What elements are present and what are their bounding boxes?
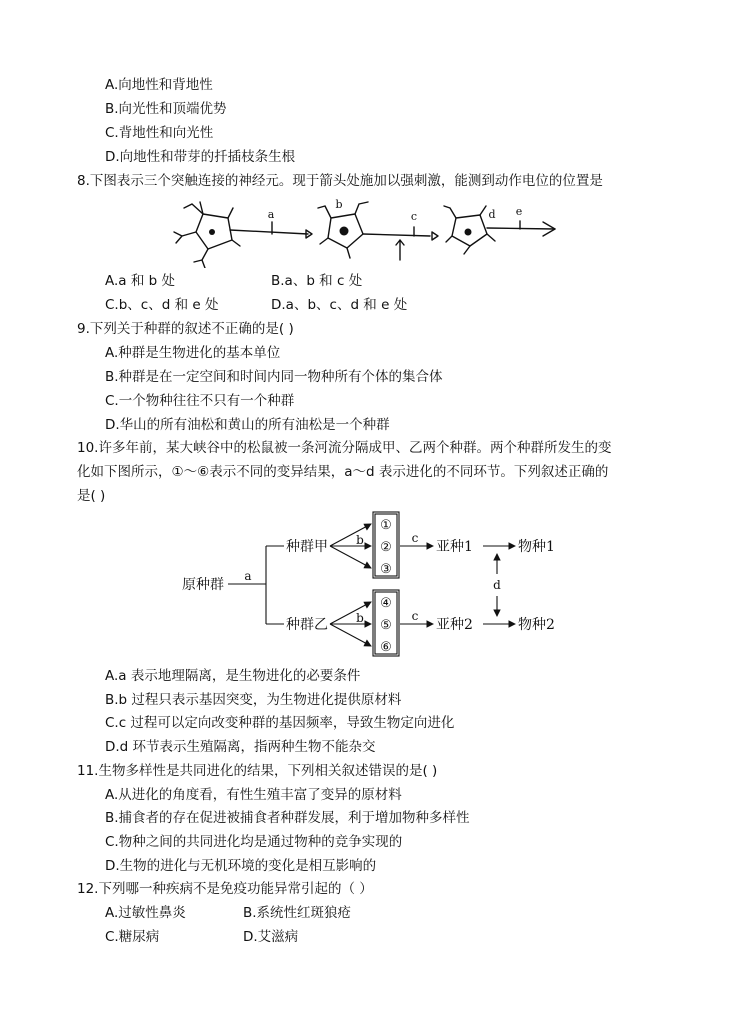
q11-option-c: C.物种之间的共同进化均是通过物种的竞争实现的 bbox=[105, 834, 403, 850]
q9-option-b: B.种群是在一定空间和时间内同一物种所有个体的集合体 bbox=[105, 369, 443, 385]
q10-option-d: D.d 环节表示生殖隔离，指两种生物不能杂交 bbox=[105, 739, 376, 755]
species-1: 物种1 bbox=[518, 539, 555, 555]
label-d: d bbox=[488, 208, 496, 221]
variant-2: ② bbox=[380, 540, 392, 555]
q10-option-c: C.c 过程可以定向改变种群的基因频率，导致生物定向进化 bbox=[105, 715, 455, 731]
q10-stem-line2: 化如下图所示，①～⑥表示不同的变异结果，a～d 表示进化的不同环节。下列叙述正确的 bbox=[77, 464, 609, 480]
q9-option-a: A.种群是生物进化的基本单位 bbox=[105, 345, 281, 361]
q8-option-c: C.b、c、d 和 e 处 bbox=[105, 297, 219, 313]
variant-3: ③ bbox=[380, 562, 392, 577]
q10-stem-line3: 是( ) bbox=[77, 488, 106, 504]
variant-1: ① bbox=[380, 518, 392, 533]
q8-option-a: A.a 和 b 处 bbox=[105, 273, 176, 289]
variant-6: ⑥ bbox=[380, 640, 392, 655]
evolution-diagram bbox=[178, 508, 578, 658]
q12-option-b: B.系统性红斑狼疮 bbox=[243, 905, 352, 921]
q11-option-a: A.从进化的角度看，有性生殖丰富了变异的原材料 bbox=[105, 787, 402, 803]
step-b-label-2: b bbox=[356, 611, 364, 625]
species-2: 物种2 bbox=[518, 617, 555, 633]
q7-option-a: A.向地性和背地性 bbox=[105, 77, 213, 93]
q8-option-d: D.a、b、c、d 和 e 处 bbox=[271, 297, 408, 313]
step-c-label-1: c bbox=[411, 531, 419, 545]
q10-option-a: A.a 表示地理隔离，是生物进化的必要条件 bbox=[105, 668, 361, 684]
label-e: e bbox=[515, 205, 523, 218]
q9-option-c: C.一个物种往往不只有一个种群 bbox=[105, 393, 295, 409]
q9-stem: 9.下列关于种群的叙述不正确的是( ) bbox=[77, 321, 294, 337]
subspecies-2: 亚种2 bbox=[436, 617, 473, 633]
q10-option-b: B.b 过程只表示基因突变，为生物进化提供原材料 bbox=[105, 692, 402, 708]
variant-4: ④ bbox=[380, 596, 392, 611]
q7-option-b: B.向光性和顶端优势 bbox=[105, 101, 227, 117]
q9-option-d: D.华山的所有油松和黄山的所有油松是一个种群 bbox=[105, 417, 390, 433]
variant-5: ⑤ bbox=[380, 618, 392, 633]
neuron-diagram bbox=[170, 196, 570, 268]
step-b-label-1: b bbox=[356, 533, 364, 547]
q8-option-b: B.a、b 和 c 处 bbox=[271, 273, 363, 289]
population-yi: 种群乙 bbox=[286, 617, 328, 633]
q8-stem: 8.下图表示三个突触连接的神经元。现于箭头处施加以强刺激，能测到动作电位的位置是 bbox=[77, 173, 603, 189]
q11-option-b: B.捕食者的存在促进被捕食者种群发展，利于增加物种多样性 bbox=[105, 810, 470, 826]
q12-option-c: C.糖尿病 bbox=[105, 929, 160, 945]
q12-stem: 12.下列哪一种疾病不是免疫功能异常引起的（ ） bbox=[77, 881, 373, 897]
step-c-label-2: c bbox=[411, 609, 419, 623]
q12-option-a: A.过敏性鼻炎 bbox=[105, 905, 186, 921]
q11-option-d: D.生物的进化与无机环境的变化是相互影响的 bbox=[105, 858, 377, 874]
q7-option-c: C.背地性和向光性 bbox=[105, 125, 214, 141]
subspecies-1: 亚种1 bbox=[436, 539, 473, 555]
q12-option-d: D.艾滋病 bbox=[243, 929, 299, 945]
origin-population: 原种群 bbox=[182, 577, 224, 593]
step-d-label: d bbox=[493, 578, 501, 592]
step-a-label: a bbox=[244, 569, 252, 583]
population-jia: 种群甲 bbox=[286, 539, 328, 555]
q10-stem-line1: 10.许多年前，某大峡谷中的松鼠被一条河流分隔成甲、乙两个种群。两个种群所发生的变 bbox=[77, 440, 612, 456]
label-c: c bbox=[410, 210, 418, 223]
q11-stem: 11.生物多样性是共同进化的结果，下列相关叙述错误的是( ) bbox=[77, 763, 438, 779]
q7-option-d: D.向地性和带芽的扦插枝条生根 bbox=[105, 149, 296, 165]
label-b: b bbox=[335, 198, 343, 211]
label-a: a bbox=[267, 208, 275, 221]
